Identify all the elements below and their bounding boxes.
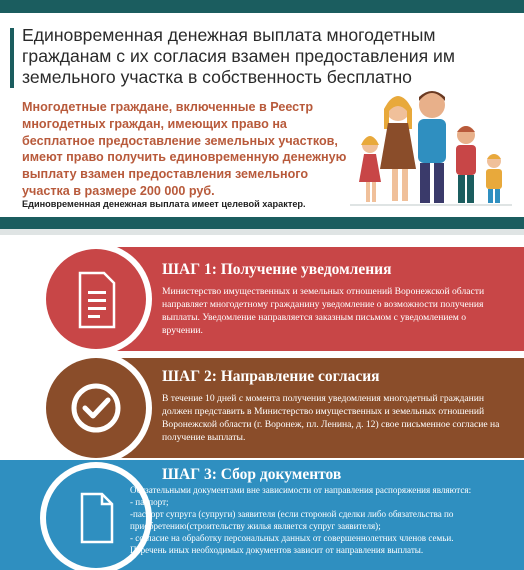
step-1-card (0, 247, 524, 351)
page-title: Единовременная денежная выплата многодетным гражданам с их согласия взамен предоставления им земельного участка в собственность бесплатно (22, 25, 455, 87)
step-2-heading: ШАГ 2: Направление согласия (162, 368, 380, 385)
step-3-line: - согласие на обработку персональных данных от совершеннолетних членов семьи. (130, 533, 454, 543)
divider-shadow (0, 229, 524, 235)
note-text: Единовременная денежная выплата имеет целевой характер. (22, 199, 306, 209)
step-3-line: Обязательными документами вне зависимости от направления распоряжения являются: (130, 485, 472, 495)
mother-figure (380, 96, 416, 201)
title-accent-bar (10, 28, 14, 88)
top-bar (0, 0, 524, 13)
step-2-body: В течение 10 дней с момента получения уведомления многодетный гражданин должен представить в Министерство имущественных и земельных отношений Воронежской области (г. Воронеж, пл. Ленина, д. 12) свое письменное согласие на получение выплаты. (162, 393, 500, 443)
girl-figure (359, 136, 381, 202)
step-3-line: - паспорт; (130, 497, 169, 507)
step-1-circle (46, 249, 146, 349)
father-figure (418, 91, 446, 203)
step-2-card (0, 358, 524, 458)
step-3-body (130, 484, 518, 556)
step-3-line: -паспорт супруга (супруги) заявителя (если стороной сделки либо обязательства по приобретению(строительству жилья является супруг заявителя); (130, 509, 454, 531)
header (0, 13, 524, 217)
checkmark-circle-icon (46, 358, 146, 458)
step-1-heading: ШАГ 1: Получение уведомления (162, 261, 392, 278)
divider-stripe (0, 217, 524, 229)
step-2-circle (46, 358, 146, 458)
boy-figure (456, 126, 476, 203)
step-3-heading: ШАГ 3: Сбор документов (162, 466, 342, 483)
step-3-card (0, 460, 524, 570)
document-list-icon (46, 249, 146, 349)
step-3-line: Перечень иных необходимых документов зависит от направления выплаты. (130, 545, 424, 555)
step-1-body: Министерство имущественных и земельных отношений Воронежской области направляет многодетному гражданину уведомление о возможности получения выплаты. Уведомление направляется заказным письмом с уведомлением о вручении. (162, 286, 485, 336)
toddler-figure (486, 154, 502, 203)
intro-text: Многодетные граждане, включенные в Реестр многодетных граждан, имеющих право на бесплатное предоставление земельных участков, имеют право получить единовременную денежную выплату взамен предоставления земельного участка в размере 200 000 руб. (22, 100, 347, 198)
family-illustration (340, 79, 520, 219)
